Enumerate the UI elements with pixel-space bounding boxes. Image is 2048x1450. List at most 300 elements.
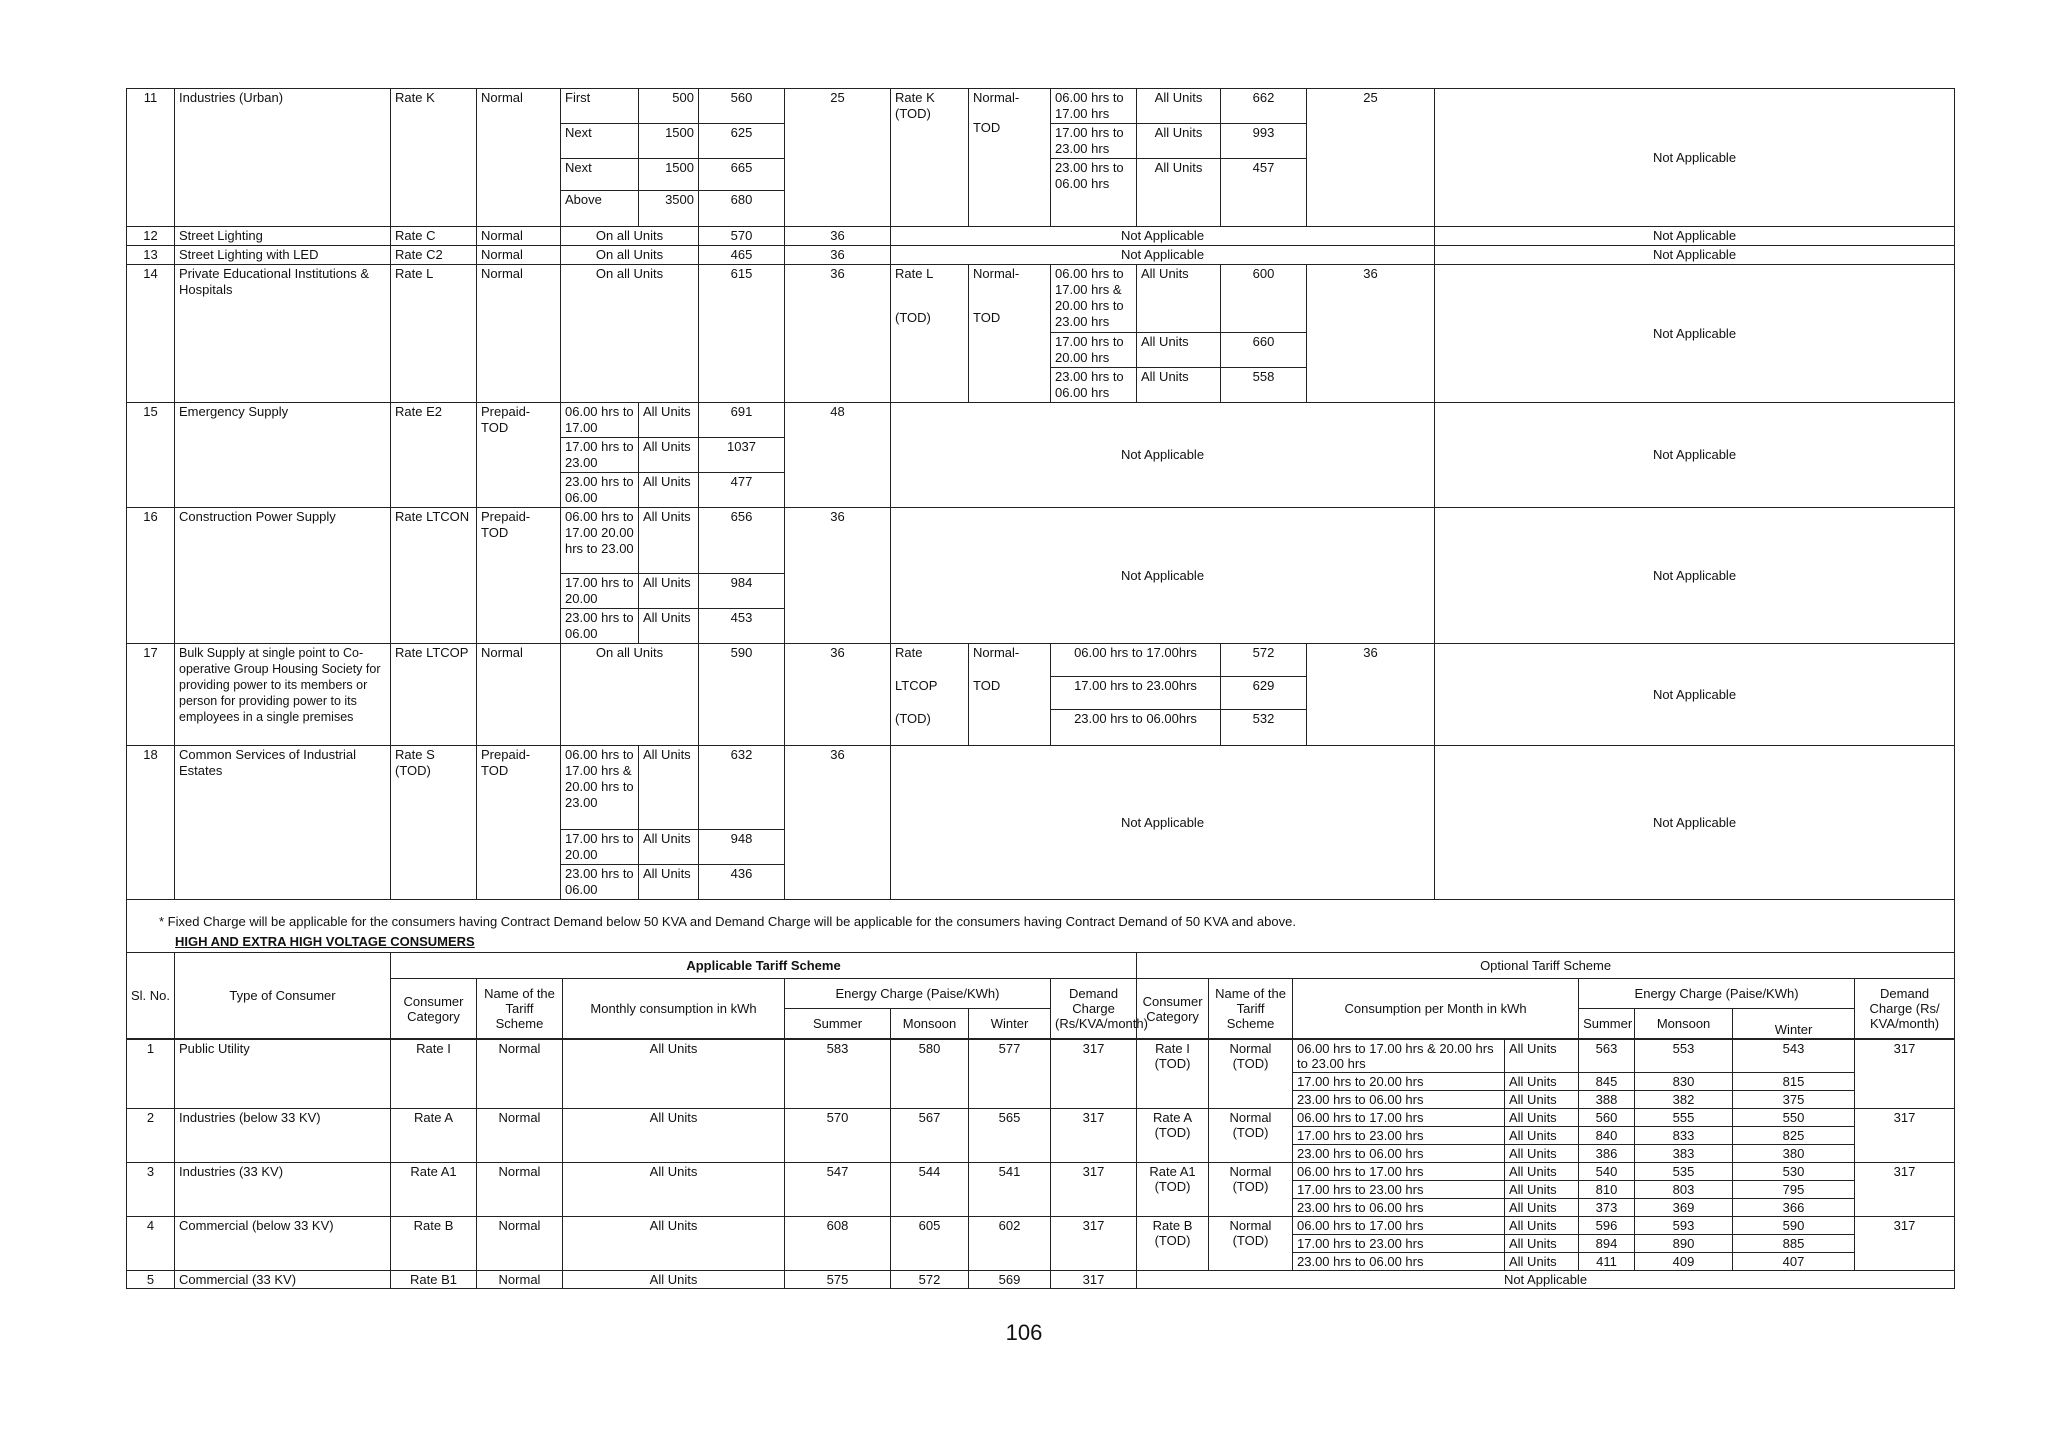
- energy-charge: 948: [699, 830, 785, 865]
- footnote-cell: [127, 900, 1955, 953]
- energy-charge: 984: [699, 574, 785, 609]
- opt-summer: 386: [1579, 1145, 1635, 1163]
- table-row: [127, 644, 1955, 677]
- slab-units: All Units: [639, 473, 699, 508]
- tod-charge: 629: [1221, 677, 1307, 710]
- header-type: Type of Consumer: [175, 953, 391, 1039]
- opt-summer: 894: [1579, 1235, 1635, 1253]
- slab-units: 3500: [639, 191, 699, 227]
- consumer-category: Rate E2: [391, 403, 477, 508]
- units-scope: On all Units: [561, 265, 699, 403]
- optional-scheme-bottom: TOD: [973, 120, 1001, 135]
- ht-header-row-1: [127, 953, 1955, 979]
- tariff-scheme: Prepaid-TOD: [477, 403, 561, 508]
- sl-no: 17: [127, 644, 175, 746]
- fixed-charge: 36: [785, 246, 891, 265]
- consumer-type: Industries (33 KV): [175, 1163, 391, 1217]
- header-opt-summer: Summer: [1579, 1009, 1635, 1039]
- slab-slot: 23.00 hrs to 06.00: [561, 865, 639, 900]
- fixed-charge: 48: [785, 403, 891, 508]
- energy-charge: 477: [699, 473, 785, 508]
- slab-units: 500: [639, 89, 699, 124]
- other-scheme: Not Applicable: [1435, 246, 1955, 265]
- consumer-type: Emergency Supply: [175, 403, 391, 508]
- slab-units: All Units: [639, 609, 699, 644]
- table-row: [127, 1109, 1955, 1127]
- energy-monsoon: 567: [891, 1109, 969, 1163]
- opt-summer: 840: [1579, 1127, 1635, 1145]
- energy-summer: 570: [785, 1109, 891, 1163]
- tod-slot: 23.00 hrs to 06.00 hrs: [1293, 1091, 1505, 1109]
- header-opt-energy: Energy Charge (Paise/KWh): [1579, 979, 1855, 1009]
- other-scheme: Not Applicable: [1435, 227, 1955, 246]
- monthly-consumption: All Units: [563, 1217, 785, 1271]
- opt-monsoon: 830: [1635, 1073, 1733, 1091]
- tod-units: All Units: [1505, 1091, 1579, 1109]
- optional-scheme-bottom: TOD: [973, 678, 1001, 693]
- opt-summer: 845: [1579, 1073, 1635, 1091]
- demand-charge: 317: [1051, 1109, 1137, 1163]
- optional-scheme: Normal (TOD): [1209, 1109, 1293, 1163]
- opt-monsoon: 553: [1635, 1040, 1733, 1073]
- tod-slot: 23.00 hrs to 06.00 hrs: [1293, 1199, 1505, 1217]
- energy-charge: 691: [699, 403, 785, 438]
- tod-units: All Units: [1137, 89, 1221, 124]
- opt-winter: 825: [1733, 1127, 1855, 1145]
- other-scheme: Not Applicable: [1435, 644, 1955, 746]
- tod-units: All Units: [1137, 368, 1221, 403]
- other-scheme: Not Applicable: [1435, 508, 1955, 644]
- table-row: [127, 246, 1955, 265]
- energy-charge: 453: [699, 609, 785, 644]
- optional-demand-charge: 317: [1855, 1217, 1955, 1271]
- energy-winter: 602: [969, 1217, 1051, 1271]
- sl-no: 3: [127, 1163, 175, 1217]
- sl-no: 2: [127, 1109, 175, 1163]
- header-energy: Energy Charge (Paise/KWh): [785, 979, 1051, 1009]
- consumer-type: Street Lighting: [175, 227, 391, 246]
- consumer-type: Industries (Urban): [175, 89, 391, 227]
- tod-slot: 17.00 hrs to 20.00 hrs: [1051, 333, 1137, 368]
- tod-units: All Units: [1505, 1127, 1579, 1145]
- optional-scheme-bottom: TOD: [973, 310, 1001, 325]
- optional-na: Not Applicable: [891, 508, 1435, 644]
- opt-summer: 563: [1579, 1040, 1635, 1073]
- energy-charge: 680: [699, 191, 785, 227]
- tod-charge: 532: [1221, 710, 1307, 746]
- consumer-type: Private Educational Institutions & Hospitals: [175, 265, 391, 403]
- energy-monsoon: 605: [891, 1217, 969, 1271]
- optional-scheme: [969, 644, 1051, 746]
- document-page: [126, 88, 1940, 1289]
- sl-no: 11: [127, 89, 175, 227]
- optional-scheme: [969, 89, 1051, 227]
- tod-units: All Units: [1505, 1040, 1579, 1073]
- optional-na: Not Applicable: [891, 246, 1435, 265]
- slab-slot: 17.00 hrs to 20.00: [561, 830, 639, 865]
- table-row: [127, 403, 1955, 438]
- optional-scheme: Normal (TOD): [1209, 1163, 1293, 1217]
- sl-no: 13: [127, 246, 175, 265]
- slab-units: All Units: [639, 508, 699, 574]
- optional-category: [891, 644, 969, 746]
- opt-winter: 590: [1733, 1217, 1855, 1235]
- monthly-consumption: All Units: [563, 1163, 785, 1217]
- header-summer: Summer: [785, 1009, 891, 1039]
- optional-fixed-charge: 25: [1307, 89, 1435, 227]
- demand-charge: 317: [1051, 1217, 1137, 1271]
- tod-charge: 457: [1221, 159, 1307, 227]
- demand-charge: 317: [1051, 1163, 1137, 1217]
- energy-summer: 547: [785, 1163, 891, 1217]
- opt-monsoon: 833: [1635, 1127, 1733, 1145]
- tod-charge: 572: [1221, 644, 1307, 677]
- optional-fixed-charge: 36: [1307, 265, 1435, 403]
- consumer-type: Common Services of Industrial Estates: [175, 746, 391, 900]
- tod-charge: 662: [1221, 89, 1307, 124]
- optional-category: Rate B (TOD): [1137, 1217, 1209, 1271]
- consumer-category: Rate LTCON: [391, 508, 477, 644]
- opt-winter: 366: [1733, 1199, 1855, 1217]
- slab-slot: 23.00 hrs to 06.00: [561, 473, 639, 508]
- consumer-category: Rate L: [391, 265, 477, 403]
- tod-slot: 17.00 hrs to 23.00 hrs: [1293, 1235, 1505, 1253]
- slab-slot: 06.00 hrs to 17.00 20.00 hrs to 23.00: [561, 508, 639, 574]
- energy-winter: 565: [969, 1109, 1051, 1163]
- footnote: * Fixed Charge will be applicable for the consumers having Contract Demand below 50 KVA and Demand Charge will be applicable for the consumers having Contract Demand of 50 KVA and above.: [159, 914, 1296, 929]
- optional-category-bottom: (TOD): [895, 310, 931, 325]
- optional-na: Not Applicable: [891, 746, 1435, 900]
- tod-slot: 06.00 hrs to 17.00 hrs & 20.00 hrs to 23.00 hrs: [1293, 1040, 1505, 1073]
- tariff-scheme: Prepaid-TOD: [477, 508, 561, 644]
- monthly-consumption: All Units: [563, 1271, 785, 1289]
- sl-no: 12: [127, 227, 175, 246]
- tod-charge: 558: [1221, 368, 1307, 403]
- tod-units: All Units: [1505, 1181, 1579, 1199]
- tod-slot: 06.00 hrs to 17.00 hrs & 20.00 hrs to 23.00 hrs: [1051, 265, 1137, 333]
- header-monthly: Monthly consumption in kWh: [563, 979, 785, 1039]
- tariff-scheme: Normal: [477, 246, 561, 265]
- consumer-type: Bulk Supply at single point to Co-operative Group Housing Society for providing power to its members or person for providing power to its employees in a single premises: [175, 644, 391, 746]
- tod-slot: 06.00 hrs to 17.00 hrs: [1293, 1163, 1505, 1181]
- ht-header-row-2: [127, 979, 1955, 1009]
- tariff-scheme: Normal: [477, 1040, 563, 1109]
- tod-charge: 600: [1221, 265, 1307, 333]
- opt-monsoon: 803: [1635, 1181, 1733, 1199]
- optional-category: Rate I (TOD): [1137, 1040, 1209, 1109]
- optional-fixed-charge: 36: [1307, 644, 1435, 746]
- optional-scheme: Normal (TOD): [1209, 1040, 1293, 1109]
- energy-charge: 656: [699, 508, 785, 574]
- opt-summer: 810: [1579, 1181, 1635, 1199]
- sl-no: 1: [127, 1040, 175, 1109]
- consumer-type: Street Lighting with LED: [175, 246, 391, 265]
- monthly-consumption: All Units: [563, 1040, 785, 1109]
- optional-na: Not Applicable: [1137, 1271, 1955, 1289]
- other-scheme: Not Applicable: [1435, 89, 1955, 227]
- slab-units: All Units: [639, 746, 699, 830]
- optional-scheme-top: Normal-: [973, 645, 1020, 660]
- energy-charge: 1037: [699, 438, 785, 473]
- units-scope: On all Units: [561, 246, 699, 265]
- energy-charge: 465: [699, 246, 785, 265]
- optional-na: Not Applicable: [891, 403, 1435, 508]
- tod-slot: 23.00 hrs to 06.00hrs: [1051, 710, 1221, 746]
- tariff-scheme: Normal: [477, 1163, 563, 1217]
- tariff-scheme: Prepaid-TOD: [477, 746, 561, 900]
- energy-charge: 436: [699, 865, 785, 900]
- header-sl: Sl. No.: [127, 953, 175, 1039]
- opt-monsoon: 890: [1635, 1235, 1733, 1253]
- tod-units: All Units: [1505, 1145, 1579, 1163]
- energy-charge: 665: [699, 159, 785, 191]
- consumer-category: Rate B: [391, 1217, 477, 1271]
- energy-charge: 632: [699, 746, 785, 830]
- energy-monsoon: 572: [891, 1271, 969, 1289]
- header-opt-winter: Winter: [1733, 1009, 1855, 1039]
- ht-tariff-body: [126, 1039, 1955, 1289]
- consumer-category: Rate S (TOD): [391, 746, 477, 900]
- energy-charge: 560: [699, 89, 785, 124]
- optional-demand-charge: 317: [1855, 1163, 1955, 1217]
- tod-slot: 23.00 hrs to 06.00 hrs: [1051, 159, 1137, 227]
- table-row: [127, 89, 1955, 124]
- slab-units: All Units: [639, 403, 699, 438]
- consumer-category: Rate I: [391, 1040, 477, 1109]
- opt-summer: 411: [1579, 1253, 1635, 1271]
- slab-units: All Units: [639, 865, 699, 900]
- header-optional: Optional Tariff Scheme: [1137, 953, 1955, 979]
- fixed-charge: 36: [785, 227, 891, 246]
- sl-no: 15: [127, 403, 175, 508]
- opt-winter: 407: [1733, 1253, 1855, 1271]
- monthly-consumption: All Units: [563, 1109, 785, 1163]
- tod-units: All Units: [1137, 333, 1221, 368]
- energy-charge: 590: [699, 644, 785, 746]
- tod-units: All Units: [1505, 1109, 1579, 1127]
- tod-units: All Units: [1505, 1199, 1579, 1217]
- slab-slot: 17.00 hrs to 23.00: [561, 438, 639, 473]
- slab-units: All Units: [639, 830, 699, 865]
- tod-slot: 23.00 hrs to 06.00 hrs: [1051, 368, 1137, 403]
- tod-slot: 06.00 hrs to 17.00 hrs: [1051, 89, 1137, 124]
- tod-slot: 17.00 hrs to 23.00 hrs: [1293, 1181, 1505, 1199]
- header-opt-monsoon: Monsoon: [1635, 1009, 1733, 1039]
- tariff-scheme: Normal: [477, 265, 561, 403]
- header-monsoon: Monsoon: [891, 1009, 969, 1039]
- opt-monsoon: 383: [1635, 1145, 1733, 1163]
- slab-units: 1500: [639, 159, 699, 191]
- fixed-charge: 36: [785, 746, 891, 900]
- header-applicable: Applicable Tariff Scheme: [391, 953, 1137, 979]
- sl-no: 14: [127, 265, 175, 403]
- sl-no: 5: [127, 1271, 175, 1289]
- header-opt-consumption: Consumption per Month in kWh: [1293, 979, 1579, 1039]
- fixed-charge: 36: [785, 265, 891, 403]
- energy-summer: 608: [785, 1217, 891, 1271]
- slab-label: First: [561, 89, 639, 124]
- slab-slot: 17.00 hrs to 20.00: [561, 574, 639, 609]
- opt-winter: 530: [1733, 1163, 1855, 1181]
- tod-charge: 993: [1221, 124, 1307, 159]
- opt-summer: 540: [1579, 1163, 1635, 1181]
- opt-monsoon: 369: [1635, 1199, 1733, 1217]
- energy-winter: 577: [969, 1040, 1051, 1109]
- energy-summer: 583: [785, 1040, 891, 1109]
- energy-summer: 575: [785, 1271, 891, 1289]
- optional-scheme: Normal (TOD): [1209, 1217, 1293, 1271]
- optional-scheme-top: Normal-: [973, 266, 1020, 281]
- other-scheme: Not Applicable: [1435, 746, 1955, 900]
- table-row: [127, 1163, 1955, 1181]
- slab-slot: 06.00 hrs to 17.00 hrs & 20.00 hrs to 23.00: [561, 746, 639, 830]
- optional-category-bottom: (TOD): [895, 711, 931, 726]
- opt-winter: 543: [1733, 1040, 1855, 1073]
- tod-slot: 17.00 hrs to 23.00 hrs: [1293, 1127, 1505, 1145]
- opt-monsoon: 409: [1635, 1253, 1733, 1271]
- consumer-type: Commercial (below 33 KV): [175, 1217, 391, 1271]
- tod-units: All Units: [1505, 1217, 1579, 1235]
- opt-winter: 550: [1733, 1109, 1855, 1127]
- optional-demand-charge: 317: [1855, 1109, 1955, 1163]
- fixed-charge: 36: [785, 644, 891, 746]
- tod-slot: 06.00 hrs to 17.00 hrs: [1293, 1109, 1505, 1127]
- opt-monsoon: 382: [1635, 1091, 1733, 1109]
- optional-category: Rate A1 (TOD): [1137, 1163, 1209, 1217]
- opt-summer: 596: [1579, 1217, 1635, 1235]
- opt-summer: 560: [1579, 1109, 1635, 1127]
- opt-winter: 380: [1733, 1145, 1855, 1163]
- header-opt-category: Consumer Category: [1137, 979, 1209, 1039]
- consumer-category: Rate B1: [391, 1271, 477, 1289]
- header-demand: Demand Charge (Rs/KVA/month): [1051, 979, 1137, 1039]
- tod-units: All Units: [1137, 124, 1221, 159]
- energy-charge: 625: [699, 124, 785, 159]
- opt-monsoon: 535: [1635, 1163, 1733, 1181]
- consumer-type: Industries (below 33 KV): [175, 1109, 391, 1163]
- tod-slot: 17.00 hrs to 20.00 hrs: [1293, 1073, 1505, 1091]
- slab-label: Above: [561, 191, 639, 227]
- ht-tariff-table: [126, 952, 1955, 1039]
- opt-monsoon: 555: [1635, 1109, 1733, 1127]
- optional-category-mid: LTCOP: [895, 678, 938, 693]
- page-number: 106: [1005, 1320, 1043, 1345]
- table-row: [127, 1040, 1955, 1073]
- optional-scheme-top: Normal-: [973, 90, 1020, 105]
- consumer-type: Construction Power Supply: [175, 508, 391, 644]
- fixed-charge: 36: [785, 508, 891, 644]
- tod-slot: 06.00 hrs to 17.00hrs: [1051, 644, 1221, 677]
- energy-winter: 569: [969, 1271, 1051, 1289]
- sl-no: 18: [127, 746, 175, 900]
- consumer-category: Rate A1: [391, 1163, 477, 1217]
- table-row: [127, 508, 1955, 574]
- slab-units: All Units: [639, 574, 699, 609]
- consumer-category: Rate C2: [391, 246, 477, 265]
- tod-charge: 660: [1221, 333, 1307, 368]
- sl-no: 4: [127, 1217, 175, 1271]
- header-category: Consumer Category: [391, 979, 477, 1039]
- energy-monsoon: 580: [891, 1040, 969, 1109]
- optional-category: Rate A (TOD): [1137, 1109, 1209, 1163]
- opt-winter: 375: [1733, 1091, 1855, 1109]
- footnote-row: [127, 900, 1955, 953]
- consumer-type: Public Utility: [175, 1040, 391, 1109]
- tariff-scheme: Normal: [477, 1271, 563, 1289]
- tod-units: All Units: [1505, 1163, 1579, 1181]
- energy-charge: 615: [699, 265, 785, 403]
- header-opt-demand: Demand Charge (Rs/ KVA/month): [1855, 979, 1955, 1039]
- consumer-category: Rate K: [391, 89, 477, 227]
- other-scheme: Not Applicable: [1435, 403, 1955, 508]
- tod-units: All Units: [1505, 1235, 1579, 1253]
- opt-summer: 373: [1579, 1199, 1635, 1217]
- tariff-scheme: Normal: [477, 1109, 563, 1163]
- consumer-type: Commercial (33 KV): [175, 1271, 391, 1289]
- table-row: [127, 227, 1955, 246]
- consumer-category: Rate LTCOP: [391, 644, 477, 746]
- tariff-scheme: Normal: [477, 89, 561, 227]
- lt-tariff-table: [126, 88, 1955, 952]
- energy-charge: 570: [699, 227, 785, 246]
- opt-summer: 388: [1579, 1091, 1635, 1109]
- header-scheme: Name of the Tariff Scheme: [477, 979, 563, 1039]
- slab-label: Next: [561, 124, 639, 159]
- table-row: [127, 1217, 1955, 1235]
- demand-charge: 317: [1051, 1040, 1137, 1109]
- table-row: [127, 265, 1955, 333]
- tod-units: All Units: [1137, 159, 1221, 227]
- consumer-category: Rate C: [391, 227, 477, 246]
- consumer-category: Rate A: [391, 1109, 477, 1163]
- optional-category: [891, 265, 969, 403]
- section-title: HIGH AND EXTRA HIGH VOLTAGE CONSUMERS: [175, 934, 475, 949]
- energy-winter: 541: [969, 1163, 1051, 1217]
- tariff-scheme: Normal: [477, 227, 561, 246]
- header-winter: Winter: [969, 1009, 1051, 1039]
- table-row: [127, 1271, 1955, 1289]
- tod-slot: 17.00 hrs to 23.00 hrs: [1051, 124, 1137, 159]
- opt-monsoon: 593: [1635, 1217, 1733, 1235]
- header-opt-scheme: Name of the Tariff Scheme: [1209, 979, 1293, 1039]
- tod-units: All Units: [1137, 265, 1221, 333]
- demand-charge: 317: [1051, 1271, 1137, 1289]
- slab-slot: 06.00 hrs to 17.00: [561, 403, 639, 438]
- optional-category-top: Rate: [895, 645, 923, 660]
- tod-units: All Units: [1505, 1073, 1579, 1091]
- tariff-scheme: Normal: [477, 644, 561, 746]
- units-scope: On all Units: [561, 644, 699, 746]
- slab-slot: 23.00 hrs to 06.00: [561, 609, 639, 644]
- tod-units: All Units: [1505, 1253, 1579, 1271]
- tod-slot: 06.00 hrs to 17.00 hrs: [1293, 1217, 1505, 1235]
- optional-na: Not Applicable: [891, 227, 1435, 246]
- optional-scheme: [969, 265, 1051, 403]
- opt-winter: 885: [1733, 1235, 1855, 1253]
- tod-slot: 23.00 hrs to 06.00 hrs: [1293, 1145, 1505, 1163]
- table-row: [127, 746, 1955, 830]
- tod-slot: 23.00 hrs to 06.00 hrs: [1293, 1253, 1505, 1271]
- slab-units: All Units: [639, 438, 699, 473]
- tariff-scheme: Normal: [477, 1217, 563, 1271]
- fixed-charge: 25: [785, 89, 891, 227]
- opt-winter: 815: [1733, 1073, 1855, 1091]
- optional-category: Rate K (TOD): [891, 89, 969, 227]
- slab-units: 1500: [639, 124, 699, 159]
- optional-category-top: Rate L: [895, 266, 934, 281]
- energy-monsoon: 544: [891, 1163, 969, 1217]
- other-scheme: Not Applicable: [1435, 265, 1955, 403]
